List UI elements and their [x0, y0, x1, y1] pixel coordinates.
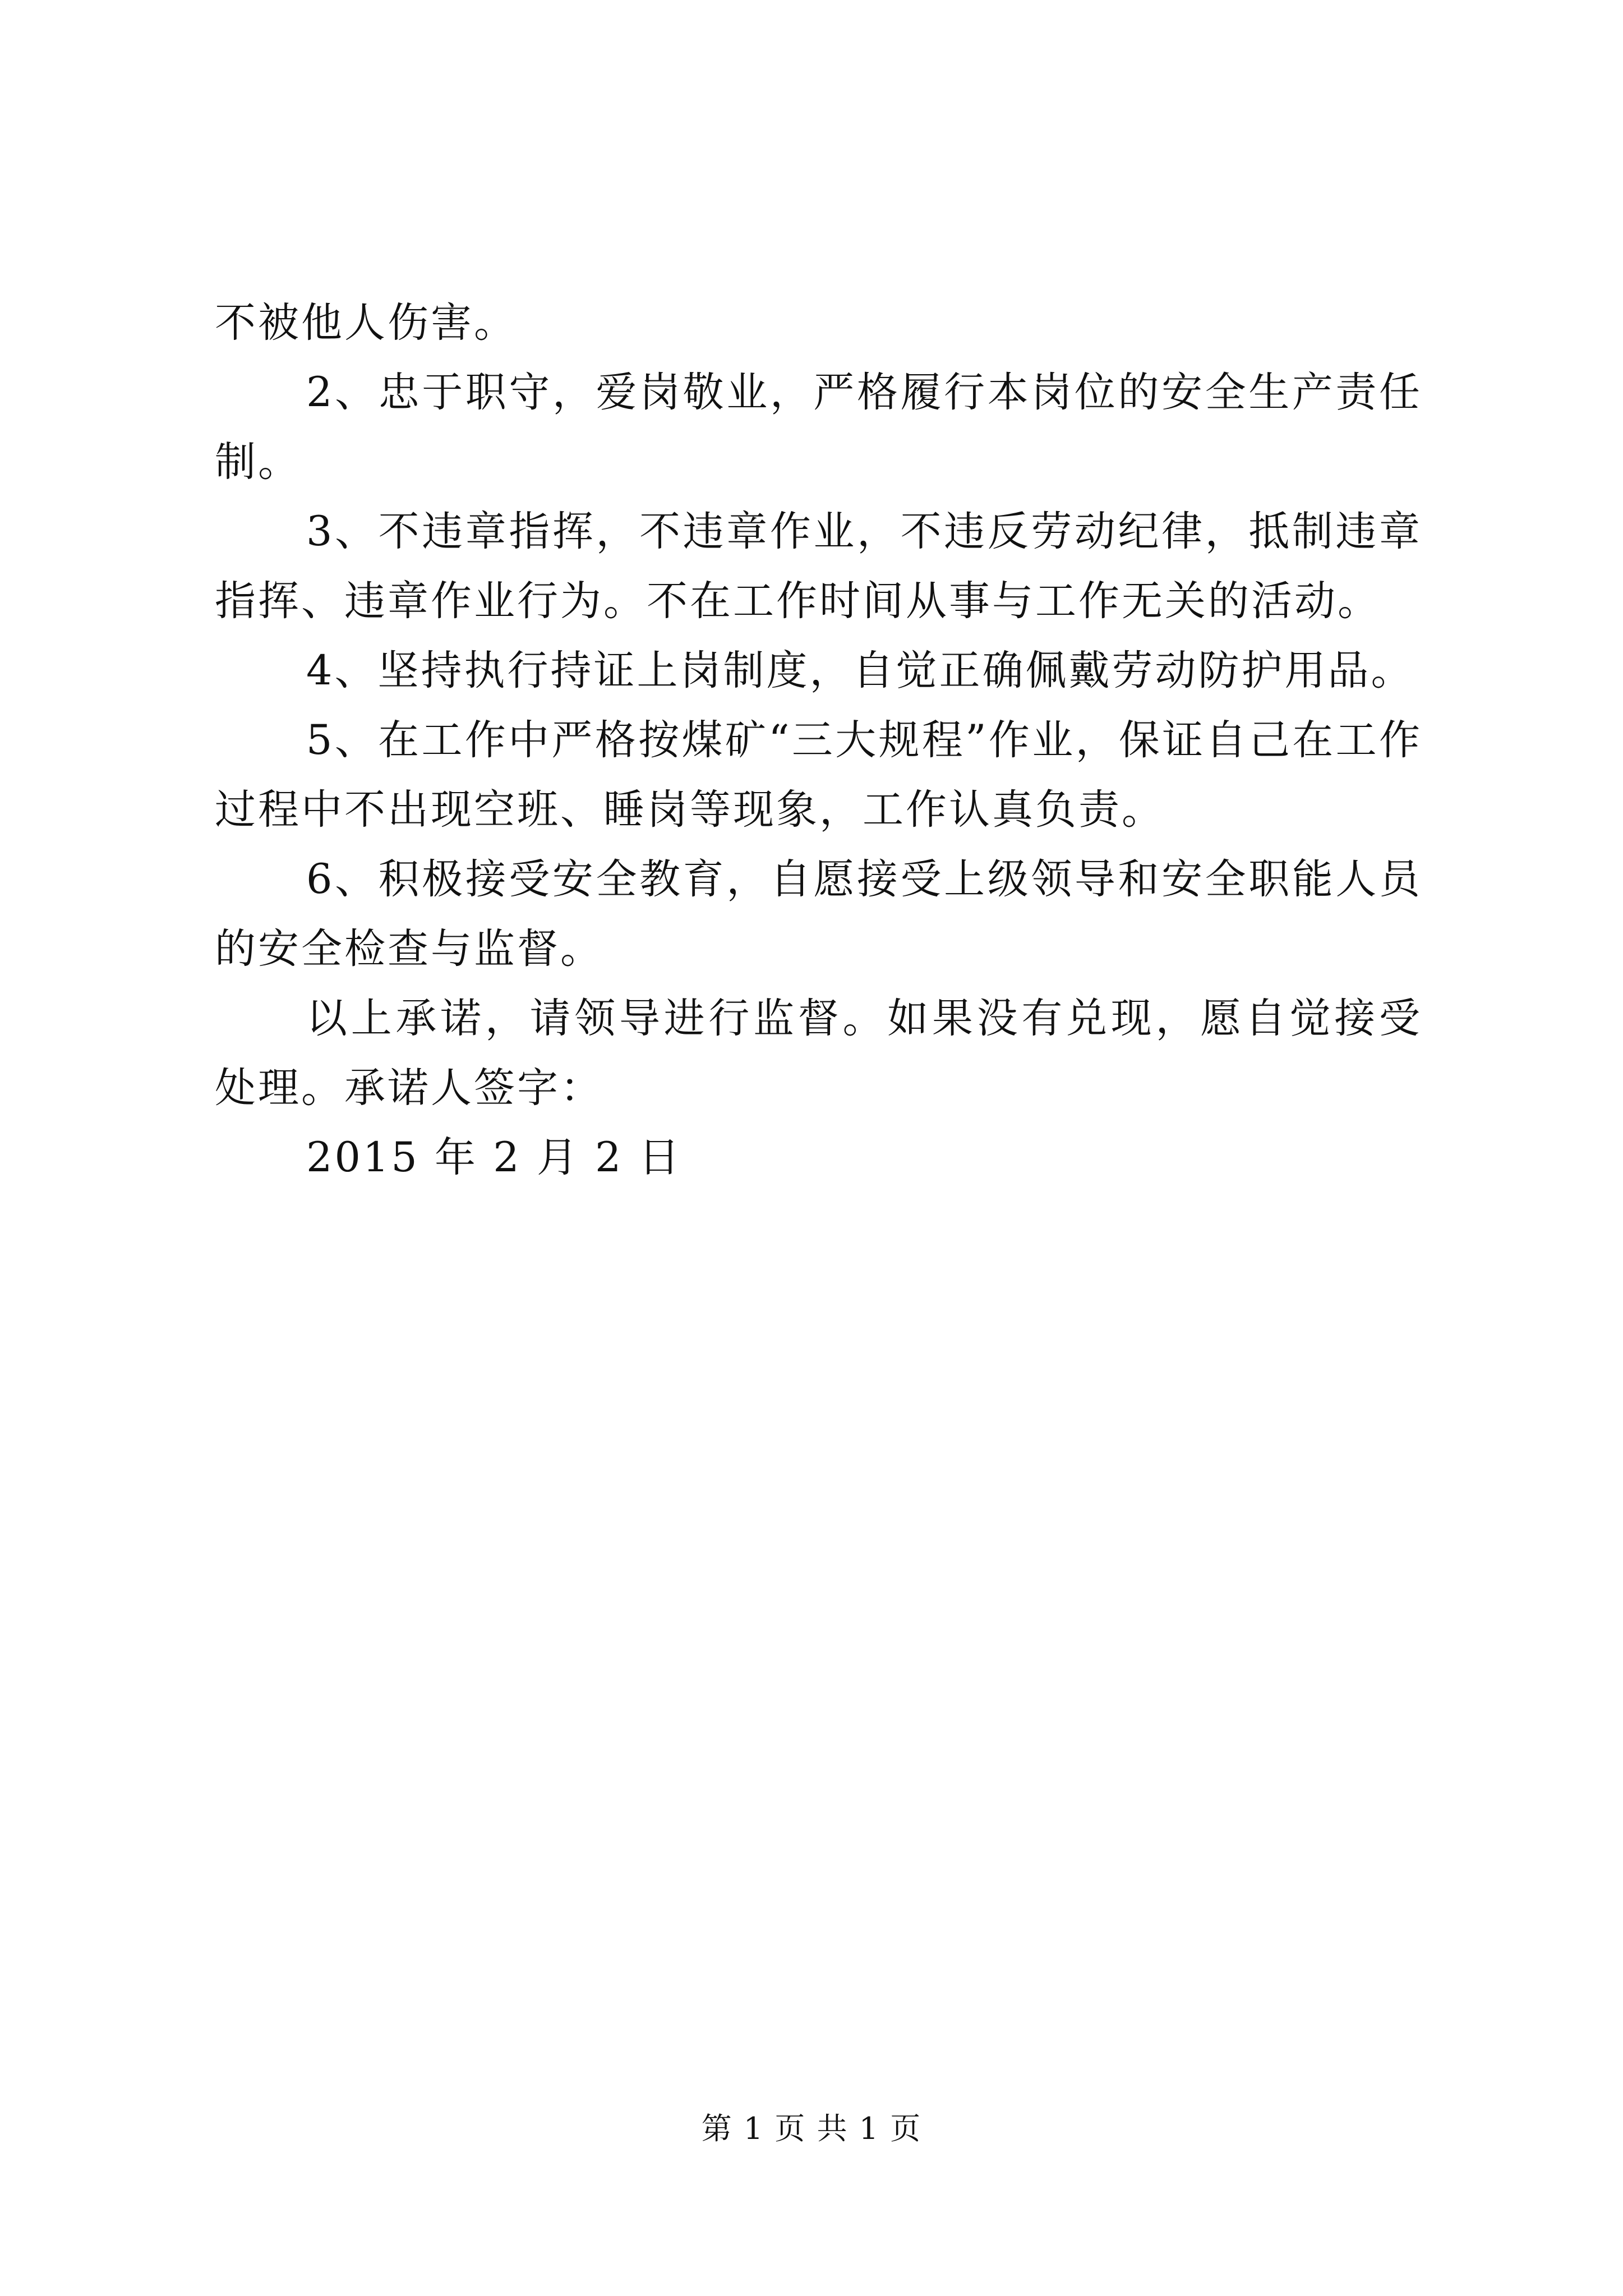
paragraph-item-5: 5、在工作中严格按煤矿“三大规程”作业，保证自己在工作过程中不出现空班、睡岗等现象，工作认真负责。: [215, 716, 1422, 834]
paragraph-date: 2015 年 2 月 2 日: [306, 1134, 682, 1181]
paragraph-commitment: 以上承诺，请领导进行监督。如果没有兑现，愿自觉接受处理。承诺人签字：: [215, 995, 1422, 1112]
document-body: [215, 288, 1422, 1193]
paragraph-item-3: 3、不违章指挥，不违章作业，不违反劳动纪律，抵制违章指挥、违章作业行为。不在工作时间从事与工作无关的活动。: [215, 508, 1422, 625]
paragraph-item-6: 6、积极接受安全教育，自愿接受上级领导和安全职能人员的安全检查与监督。: [215, 855, 1422, 973]
paragraph-item-4: 4、坚持执行持证上岗制度，自觉正确佩戴劳动防护用品。: [306, 647, 1414, 694]
paragraph-item-2: 2、忠于职守，爱岗敬业，严格履行本岗位的安全生产责任制。: [215, 369, 1422, 486]
paragraph-continuation: 不被他人伤害。: [215, 299, 517, 347]
page-footer: 第 1 页 共 1 页: [701, 2111, 922, 2146]
